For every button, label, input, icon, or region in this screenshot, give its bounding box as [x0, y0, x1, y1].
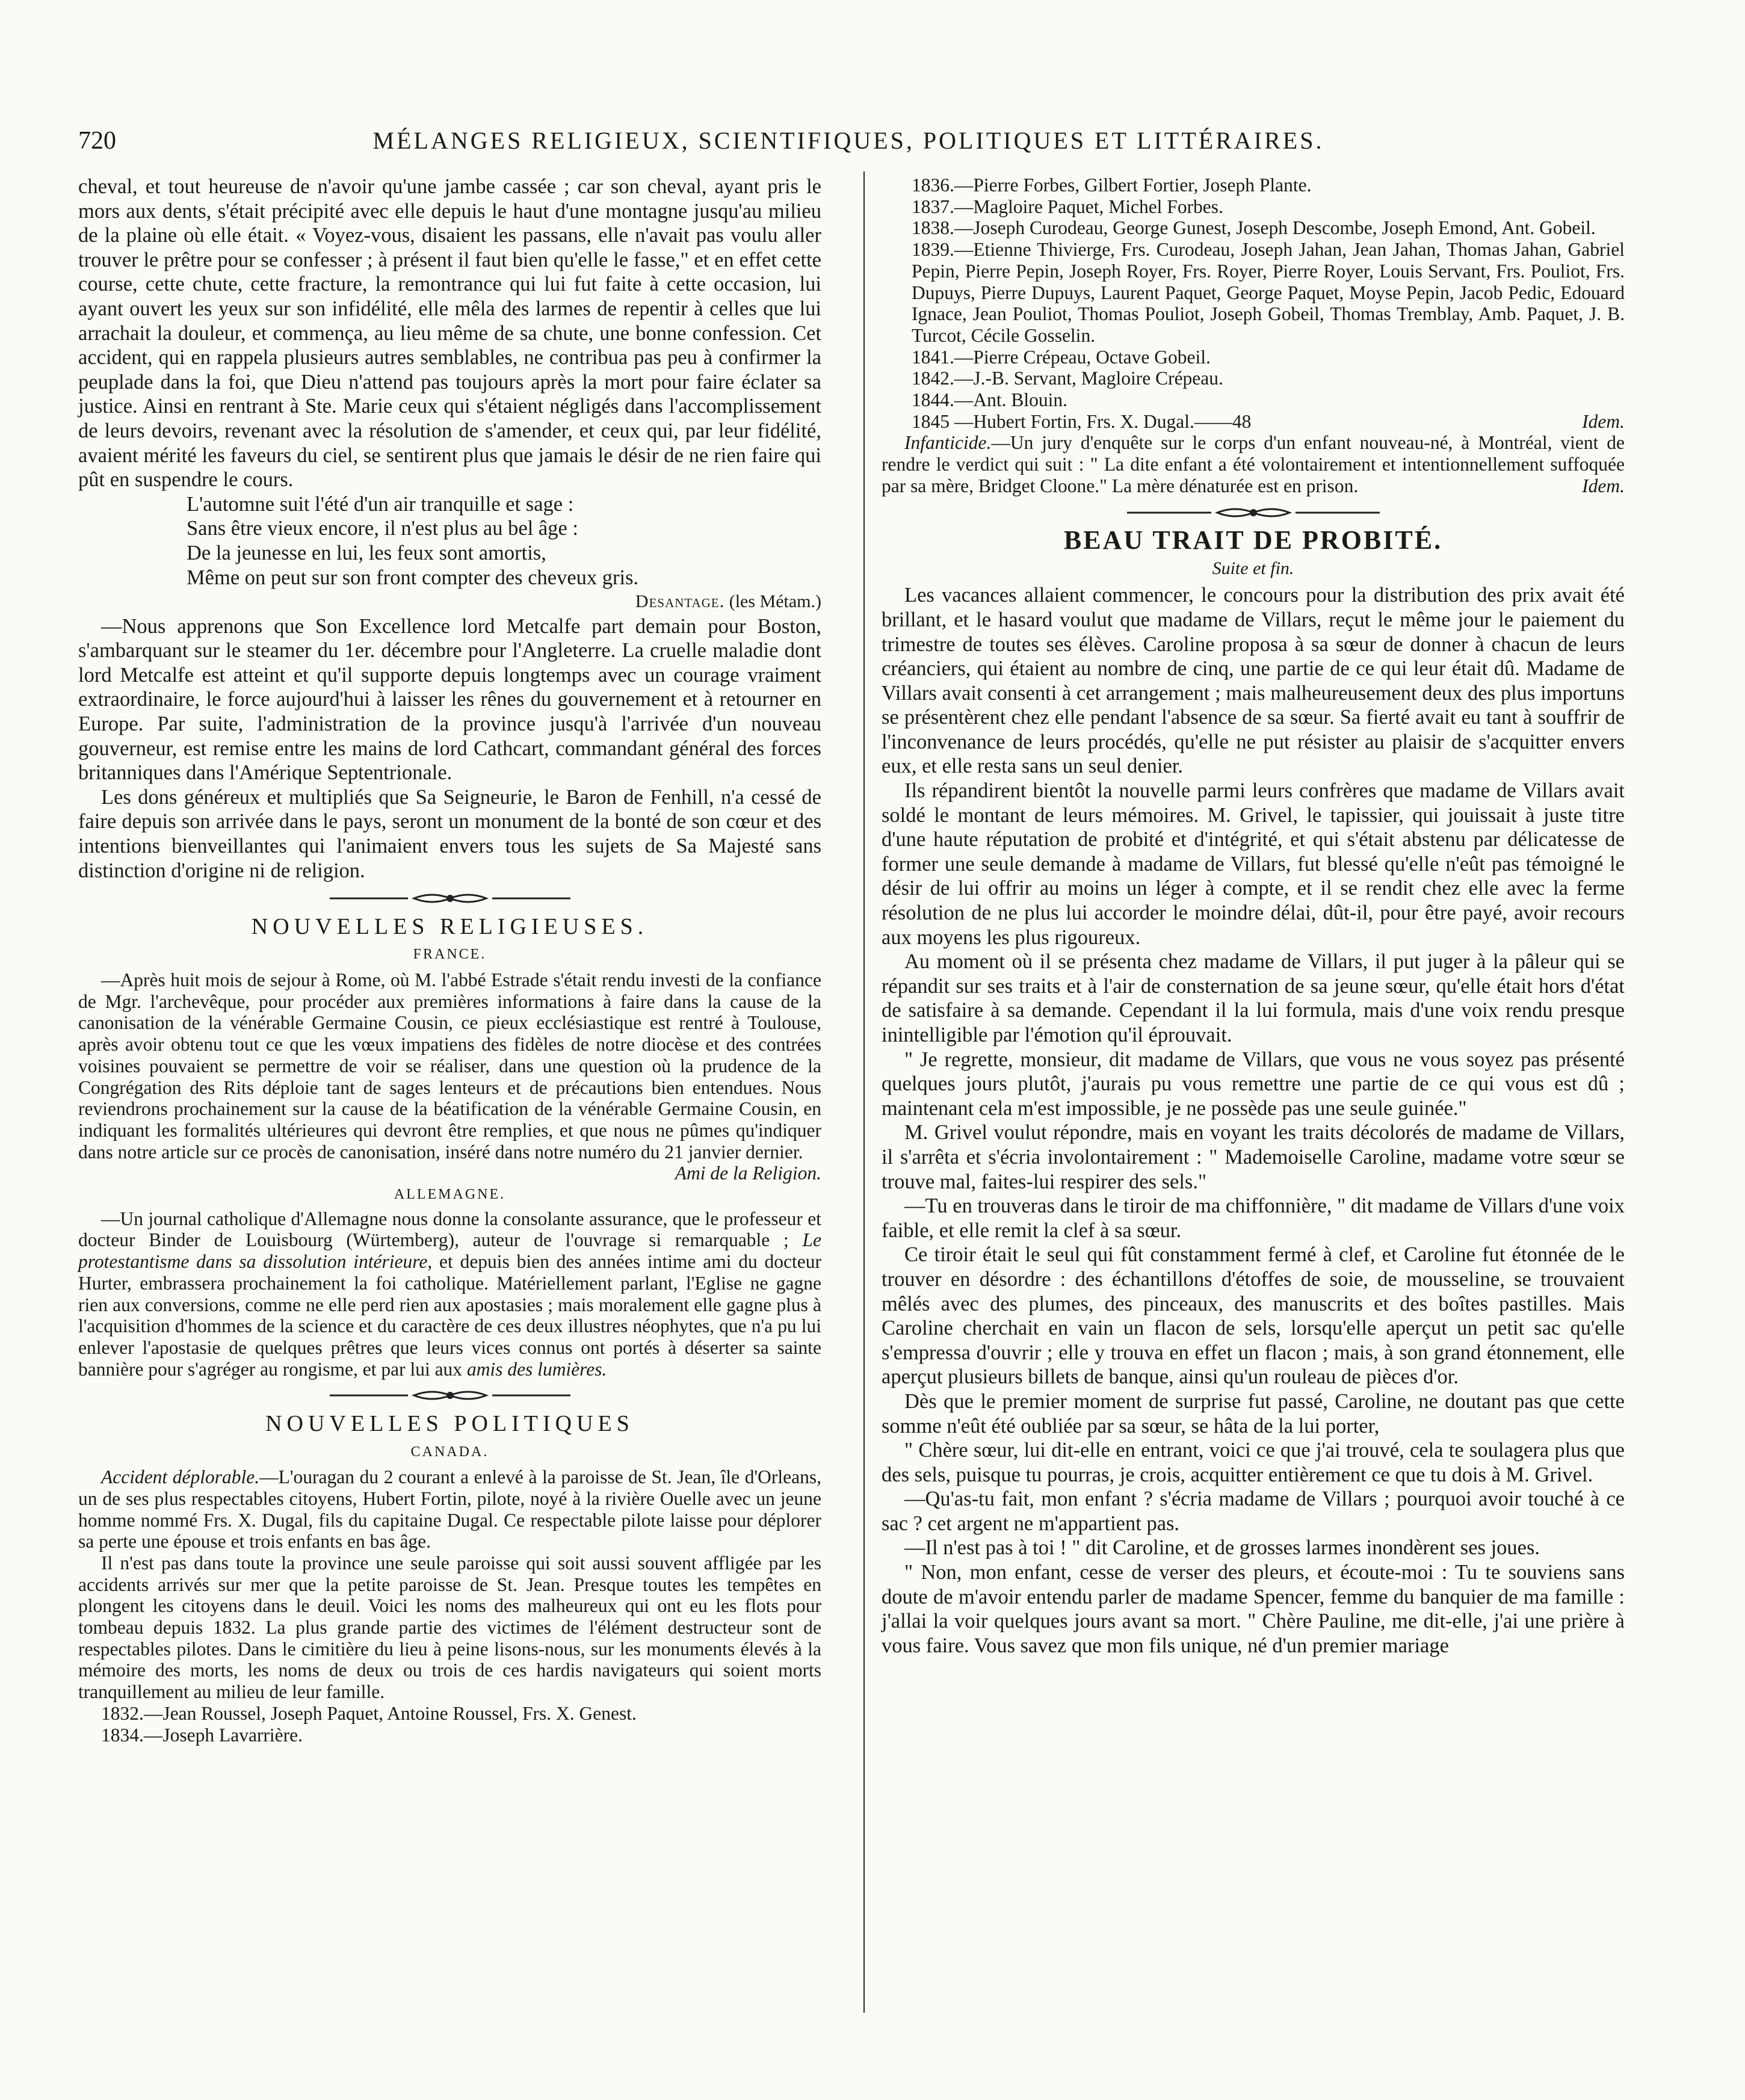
poem-attribution: [78, 590, 821, 614]
poem-line: Sans être vieux encore, il n'est plus au bel âge :: [187, 517, 578, 540]
article-paragraph: Il n'est pas dans toute la province une seule paroisse qui soit aussi souvent affligée par les accidents arrivés sur mer que la petite paroisse de St. Jean. Presque toutes les tempêtes en plongent les citoyens dans le deuil. Voici les noms des malheureux qui ont eu les flots pour tombeau depuis 1832. La plus grande partie des victimes de l'élément destructeur sont de respectables pilotes. Dans le cimitière du lieu à peine lisons-nous, sur les monuments élevés à la mémoire des morts, les noms de deux ou trois de ces hardis navigateurs qui soient morts tranquillement au milieu de leur famille.: [78, 1552, 821, 1703]
article-paragraph: Les vacances allaient commencer, le concours pour la distribution des prix avait été brillant, et le hasard voulut que madame de Villars, reçut le même jour le paiement du trimestre de toutes ses élèves. Caroline proposa à sa sœur de donner à chacun de leurs créanciers, qui étaient au nombre de cinq, une partie de ce qui leur était dû. Madame de Villars avait consenti à cet arrangement ; mais malheureusement deux des plus importuns se présentèrent chez elle pendant l'absence de sa sœur. Sa fierté avait eu tant à souffrir de l'inconvenance de leurs procédés, qu'elle ne put résister au plaisir de s'acquitter envers eux, et elle resta sans un seul denier.: [882, 584, 1625, 778]
text-run: et depuis bien des années intime ami du docteur Hurter, embrassera prochainement la foi catholique. Matériellement parlant, l'Eglise ne gagne rien aux conversions, comme ne elle perd rien aux apostasies ; mais moralement elle gagne plus à l'acquisition d'hommes de la science et du caractère de ces deux illustres néophytes, que n'a pu lui enlever l'apostasie de quelques prêtres que leurs vices connus ont portés à déserter sa sainte bannière pour s'agréger au rongisme, et par lui aux: [78, 1251, 822, 1380]
subsection-heading: CANADA.: [410, 1444, 489, 1460]
article-paragraph: cheval, et tout heureuse de n'avoir qu'une jambe cassée ; car son cheval, ayant pris le mors aux dents, s'était précipité avec elle depuis le haut d'une montagne jusqu'au milieu de la plaine où elle était. « Voyez-vous, disaient les passans, elle n'avait pas voulu aller trouver le prêtre pour se confesser ; à présent il faut bien qu'elle le fasse," et en effet cette course, cette chute, cette fracture, la remontrance qui lui fut faite à cette occasion, lui ayant ouvert les yeux sur son infidélité, elle mêla des larmes de repentir à celles que lui arrachait la douleur, et commença, au lieu même de sa chute, une bonne confession. Cet accident, qui en rappela plusieurs autres semblables, ne contribua pas peu à confirmer la peuplade dans la foi, que Dieu n'attend pas toujours après la mort pour faire éclater sa justice. Ainsi en rentrant à Ste. Marie ceux qui s'étaient négligés dans l'accomplissement de leurs devoirs, revenant avec la résolution de s'amender, et ceux qui, par leur fidélité, avaient mérité les faveurs du ciel, se sentirent plus que jamais le désir de ne rien faire qui pût en suspendre le cours.: [78, 175, 821, 492]
subsection-heading: ALLEMAGNE.: [394, 1187, 506, 1203]
ornament-divider: [78, 886, 821, 911]
running-title: MÉLANGES RELIGIEUX, SCIENTIFIQUES, POLITIQUES ET LITTÉRAIRES.: [372, 127, 1324, 154]
article-paragraph: [78, 1208, 821, 1380]
article-paragraph: —Il n'est pas à toi ! " dit Caroline, et de grosses larmes inondèrent ses joues.: [904, 1536, 1540, 1560]
text-run: —L'ouragan du 2 courant a enlevé à la paroisse de St. Jean, île d'Orleans, un de ses plus respectables citoyens, Hubert Fortin, pilote, noyé à la rivière Ouelle avec un jeune homme nommé Frs. X. Dugal, fils du capitaine Dugal. Ce respectable pilote laisse pour déplorer sa perte une épouse et trois enfants en bas âge.: [78, 1466, 821, 1552]
lead-phrase: Accident déplorable.: [101, 1466, 260, 1488]
article-paragraph: Les dons généreux et multipliés que Sa Seigneurie, le Baron de Fenhill, n'a cessé de faire depuis son arrivée dans le pays, seront un monument de la bonté de son cœur et des intentions bienveillantes qui l'animaient envers tous les sujets de Sa Majesté sans distinction d'origine ni de religion.: [78, 785, 821, 882]
ornament-divider: [882, 501, 1625, 525]
list-item: 1842.—J.-B. Servant, Magloire Crépeau.: [912, 368, 1223, 389]
list-item: 1839.—Etienne Thivierge, Frs. Curodeau, Joseph Jahan, Jean Jahan, Thomas Jahan, Gabriel Pepin, Pierre Pepin, Joseph Royer, Frs. Royer, Pierre Royer, Louis Servant, Frs. Pouliot, Frs. Dupuys, Pierre Dupuys, Laurent Paquet, George Paquet, Moyse Pepin, Jacob Pedic, Edouard Ignace, Jean Pouliot, Thomas Pouliot, Joseph Gobeil, Thomas Tremblay, Amb. Paquet, J. B. Turcot, Cécile Gosselin.: [912, 239, 1625, 346]
section-heading: NOUVELLES RELIGIEUSES.: [251, 913, 649, 939]
poem-line: Même on peut sur son front compter des cheveux gris.: [187, 566, 639, 589]
lead-phrase: Infanticide.: [904, 432, 992, 454]
article-paragraph: M. Grivel voulut répondre, mais en voyant les traits décolorés de madame de Villars, il s'arrêta et s'écria involontairement : " Mademoiselle Caroline, madame votre sœur se trouve mal, faites-lui respirer des sels.": [882, 1121, 1625, 1193]
book-title: Le protestantisme dans sa dissolution intérieure,: [78, 1229, 822, 1273]
running-header: [78, 126, 1619, 162]
quoted-term: amis des lumières.: [466, 1358, 607, 1380]
list-item: 1838.—Joseph Curodeau, George Gunest, Joseph Descombe, Joseph Emond, Ant. Gobeil.: [912, 217, 1596, 239]
list-item: 1837.—Magloire Paquet, Michel Forbes.: [912, 196, 1223, 217]
list-item: 1834.—Joseph Lavarrière.: [101, 1724, 303, 1746]
poem: [78, 492, 821, 590]
article-paragraph: " Je regrette, monsieur, dit madame de Villars, que vous ne vous soyez pas présenté quelques jours plutôt, j'aurais pu vous remettre une partie de ce qui vous est dû ; maintenant cela m'est impossible, je ne possède pas une seule guinée.": [882, 1048, 1625, 1120]
source-citation: Ami de la Religion.: [675, 1163, 821, 1184]
ornament-divider: [78, 1383, 821, 1408]
article-paragraph: " Non, mon enfant, cesse de verser des pleurs, et écoute-moi : Tu te souviens sans doute de m'avoir entendu parler de madame Spencer, femme du banquier de ma famille : j'allai la voir quelques jours avant sa mort. " Chère Pauline, me dit-elle, j'ai une prière à vous faire. Vous savez que mon fils unique, né d'un premier mariage: [882, 1561, 1625, 1657]
right-column: [882, 174, 1625, 1658]
section-heading: BEAU TRAIT DE PROBITÉ.: [1063, 525, 1443, 555]
article-paragraph: —Tu en trouveras dans le tiroir de ma chiffonnière, " dit madame de Villars d'une voix faible, et elle remit la clef à sa sœur.: [882, 1194, 1625, 1242]
article-paragraph: " Chère sœur, lui dit-elle en entrant, voici ce que j'ai trouvé, cela te soulagera plus que des sels, puisque tu pourras, je crois, acquitter entièrement ce que tu dois à M. Grivel.: [882, 1439, 1625, 1486]
article-paragraph: —Qu'as-tu fait, mon enfant ? s'écria madame de Villars ; pourquoi avoir touché à ce sac ? cet argent ne m'appartient pas.: [882, 1487, 1625, 1535]
poem-source: (les Métam.): [729, 591, 821, 612]
source-citation: Idem.: [1582, 410, 1625, 432]
article-paragraph: [882, 432, 1625, 496]
subsection-heading: Suite et fin.: [1212, 558, 1294, 578]
article-paragraph: Au moment où il se présenta chez madame de Villars, il put juger à la pâleur qui se répandit sur ses traits et à l'air de consternation de sa jeune sœur, qu'elle était hors d'état de satisfaire à sa demande. Cependant il la lui formula, mais d'une voix rendu presque inintelligible par l'émotion qu'il éprouvait.: [882, 950, 1625, 1047]
poem-author: Desantage.: [635, 591, 725, 612]
list-item: 1832.—Jean Roussel, Joseph Paquet, Antoine Roussel, Frs. X. Genest.: [101, 1702, 637, 1724]
list-item: 1844.—Ant. Blouin.: [912, 389, 1068, 411]
section-heading: NOUVELLES POLITIQUES: [265, 1410, 634, 1436]
article-paragraph: Ce tiroir était le seul qui fût constamment fermé à clef, et Caroline fut étonnée de le trouver en désordre : des échantillons d'étoffes de soie, de mousseline, se trouvaient mêlés avec des plumes, des pinceaux, des manuscrits et des boîtes pastilles. Mais Caroline cherchait en vain un flacon de sels, lorsqu'elle aperçut un petit sac qu'elle s'empressa d'ouvrir ; elle y trouva en effet un flacon ; mais, à son grand étonnement, elle aperçut plusieurs billets de banque, ainsi qu'un rouleau de pièces d'or.: [882, 1243, 1625, 1389]
subsection-heading: FRANCE.: [413, 947, 487, 963]
list-item: 1836.—Pierre Forbes, Gilbert Fortier, Joseph Plante.: [912, 174, 1312, 196]
article-paragraph: Dès que le premier moment de surprise fut passé, Caroline, ne doutant pas que cette somme n'eût été oubliée par sa sœur, se hâta de la lui porter,: [882, 1389, 1625, 1438]
source-citation: Idem.: [1582, 475, 1625, 496]
poem-line: L'automne suit l'été d'un air tranquille et sage :: [187, 492, 574, 516]
left-column: [78, 174, 821, 1746]
column-divider: [863, 171, 865, 2013]
list-item: [882, 411, 1625, 433]
text-run: —Un journal catholique d'Allemagne nous donne la consolante assurance, que le professeur et docteur Binder de Louisbourg (Würtemberg), auteur de l'ouvrage si remarquable ;: [78, 1208, 821, 1251]
article-paragraph: [78, 1466, 821, 1552]
poem-line: De la jeunesse en lui, les feux sont amortis,: [187, 541, 546, 564]
text-run: —Un jury d'enquête sur le corps d'un enfant nouveau-né, à Montréal, vient de rendre le verdict qui suit : " La dite enfant a été volontairement et intentionnellement suffoquée par sa mère, Bridget Cloone." La mère dénaturée est en prison.: [882, 432, 1625, 496]
article-paragraph: —Après huit mois de sejour à Rome, où M. l'abbé Estrade s'était rendu investi de la confiance de Mgr. l'archevêque, pour procéder aux premières informations à faire dans la cause de la canonisation de la vénérable Germaine Cousin, ce pieux ecclésiastique est rentré à Toulouse, après avoir obtenu tout ce que les vœux impatiens des fidèles de notre diocèse et des contrées voisines pouvaient se permettre de voir se réaliser, dans une question où la prudence de la Congrégation des Rits déploie tant de sages lenteurs et de précautions bien entendues. Nous reviendrons prochainement sur la cause de la béatification de la vénérable Germaine Cousin, en indiquant les formalités ultérieures qui devront être remplies, et que nous ne pûmes qu'indiquer dans notre article sur ce procès de canonisation, inséré dans notre numéro du 21 janvier dernier.: [78, 969, 821, 1163]
list-item: 1841.—Pierre Crépeau, Octave Gobeil.: [912, 346, 1211, 368]
text-run: 1845 —Hubert Fortin, Frs. X. Dugal.——48: [912, 410, 1252, 432]
article-paragraph: —Nous apprenons que Son Excellence lord Metcalfe part demain pour Boston, s'ambarquant sur le steamer du 1er. décembre pour l'Angleterre. La cruelle maladie dont lord Metcalfe est atteint et qu'il supporte depuis longtemps avec un courage vraiment extraordinaire, le force aujourd'hui à laisser les rênes du gouvernement et à retourner en Europe. Par suite, l'administration de la province jusqu'à l'arrivée d'un nouveau gouverneur, est remise entre les mains de lord Cathcart, commandant général des forces britanniques dans l'Amérique Septentrionale.: [78, 614, 821, 785]
page-number: 720: [78, 127, 116, 155]
article-paragraph: Ils répandirent bientôt la nouvelle parmi leurs confrères que madame de Villars avait soldé le montant de leurs mémoires. M. Grivel, le tapissier, qui jouissait à juste titre d'une haute réputation de probité et d'intégrité, et qui s'était abstenu par délicatesse de former une seule demande à madame de Villars, fut blessé qu'elle n'eût pas témoigné le désir de lui offrir au moins un léger à compte, et il se rendit chez elle avec la ferme résolution de ne plus lui accorder le moindre délai, dût-il, pour être payé, avoir recours aux moyens les plus rigoureux.: [882, 779, 1625, 949]
